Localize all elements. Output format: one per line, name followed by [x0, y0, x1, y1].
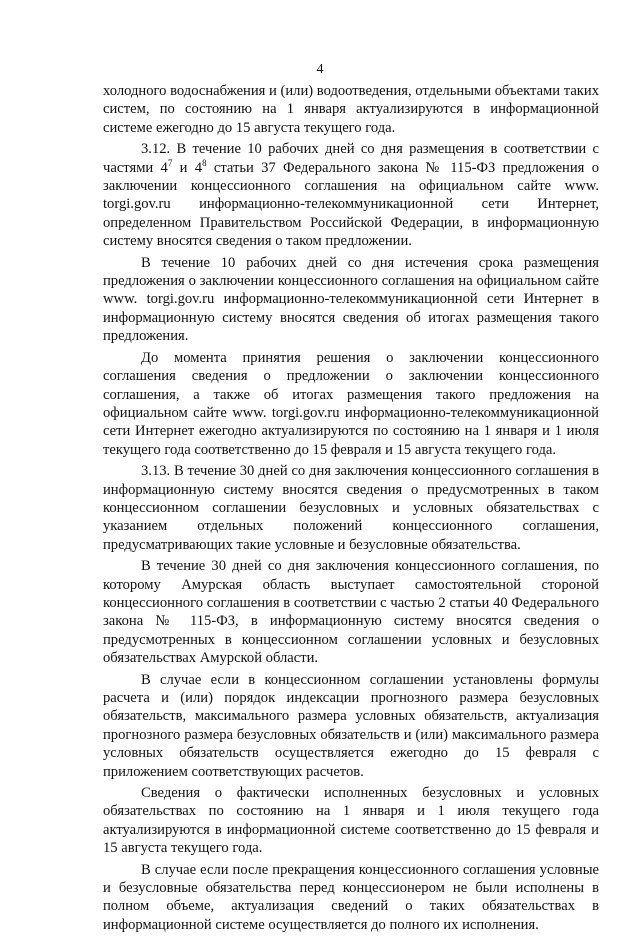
superscript-7: 7: [167, 157, 173, 168]
superscript-8: 8: [202, 157, 207, 168]
paragraph: В течение 10 рабочих дней со дня истечения срока размещения предложения о заключении концессионного соглашения на официальном сайте www. torgi.gov.ru информационно-телекоммуникационной сети Интернет в информационную систему вносятся сведения об итогах размещения такого предложения.: [103, 254, 599, 345]
paragraph: Сведения о фактически исполненных безусловных и условных обязательствах по состоянию на 1 января и 1 июля текущего года актуализируются в информационной системе соответственно до 15 февраля и 15 августа текущего года.: [103, 785, 599, 857]
paragraph: До момента принятия решения о заключении концессионного соглашения сведения о предложении о заключении концессионного соглашения, а также об итогах размещения такого предложения на официальном сайте www. torgi.gov.ru информационно-телекоммуникационной сети Интернет ежегодно актуализируются по состоянию на 1 января и 1 июля текущего года соответственно до 15 февраля и 15 августа текущего года.: [103, 349, 599, 458]
paragraph: В случае если в концессионном соглашении установлены формулы расчета и (или) порядок индексации прогнозного размера безусловных обязательств, максимального размера условных обязательств, актуализация прогнозного размера безусловных обязательств и (или) максимального размера условных обязательств осуществляется ежегодно до 15 февраля с приложением соответствующих расчетов.: [103, 671, 599, 780]
paragraph-3-12: [103, 140, 599, 250]
paragraph-3-13: 3.13. В течение 30 дней со дня заключения концессионного соглашения в информационную систему вносятся сведения о предусмотренных в таком концессионном соглашении безусловных и условных обязательствах с указанием отдельных положений концессионного соглашения, предусматривающих такие условные и безусловные обязательства.: [103, 463, 599, 553]
document-body: [103, 82, 599, 937]
paragraph-3-12-rest: статьи 37 Федерального закона № 115-ФЗ предложения о заключении концессионного соглашения на официальном сайте www. torgi.gov.ru информационно-телекоммуникационной сети Интернет, определенном Правительством Российской Федерации, в информационную систему вносятся сведения о таком предложении.: [103, 159, 599, 250]
paragraph-3-12-start: 3.12. В течение 10 рабочих дней со дня размещения в соответствии с частями 4: [103, 141, 599, 176]
paragraph-3-12-mid: и 4: [172, 159, 203, 176]
paragraph-continuation: холодного водоснабжения и (или) водоотведения, отдельными объектами таких систем, по состоянию на 1 января актуализируются в информационной системе ежегодно до 15 августа текущего года.: [103, 83, 599, 136]
page-number: 4: [316, 62, 324, 77]
paragraph: В течение 30 дней со дня заключения концессионного соглашения, по которому Амурская область выступает самостоятельной стороной концессионного соглашения в соответствии с частью 2 статьи 40 Федерального закона № 115-ФЗ, в информационную систему вносятся сведения о предусмотренных в концессионном соглашении условных и безусловных обязательствах Амурской области.: [103, 558, 599, 667]
paragraph: В случае если после прекращения концессионного соглашения условные и безусловные обязательства перед концессионером не были исполнены в полном объеме, актуализация сведений о таких обязательствах в информационной системе осуществляется до полного их исполнения.: [103, 861, 599, 933]
